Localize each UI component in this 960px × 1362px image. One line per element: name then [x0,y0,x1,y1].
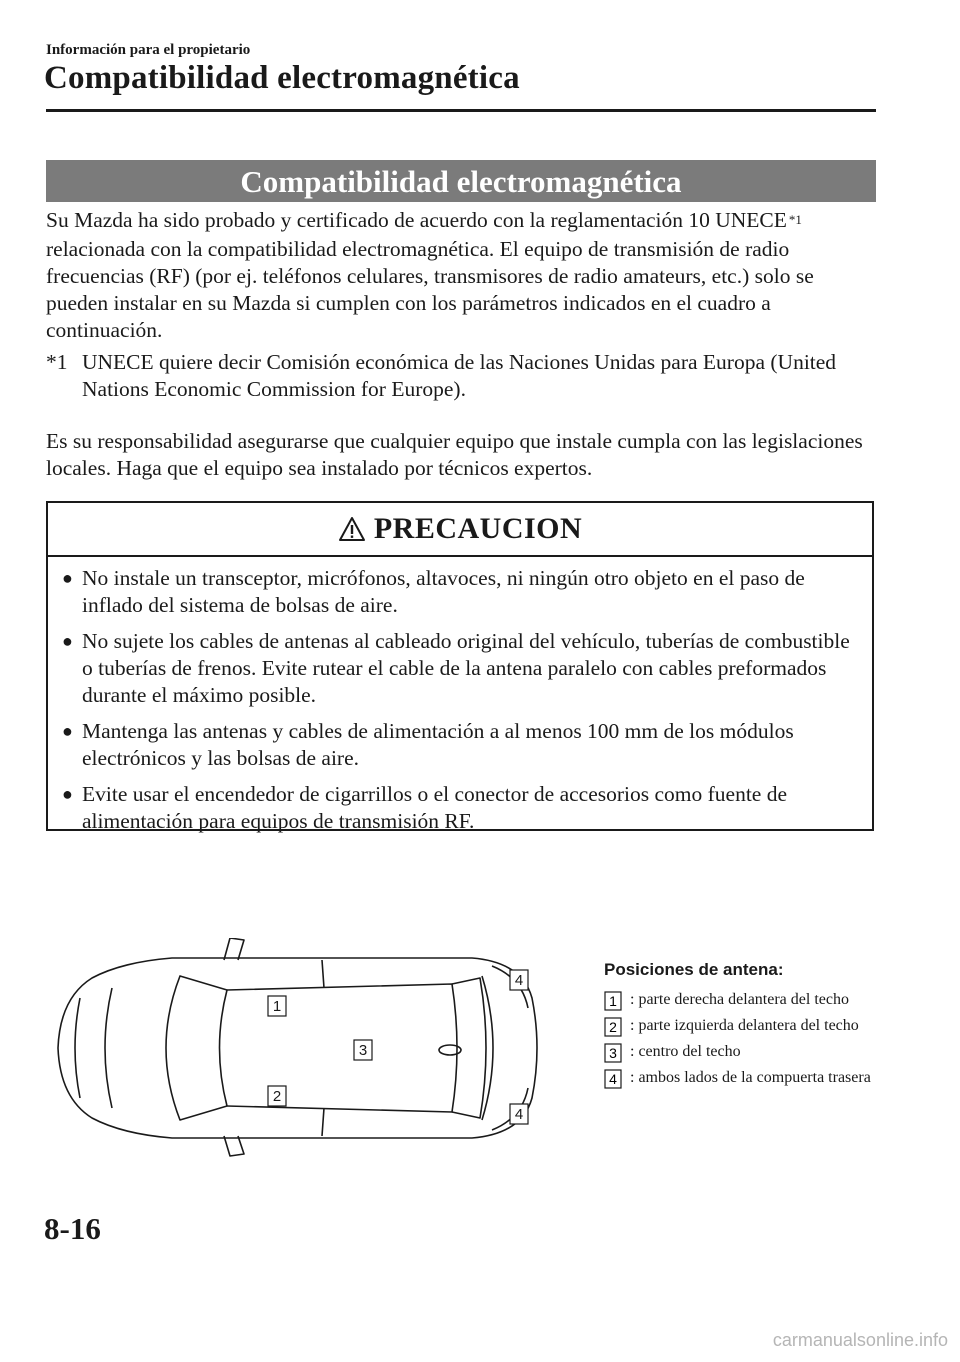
footnote-text: UNECE quiere decir Comisión económica de las Naciones Unidas para Europa (United Nations Economic Commission for Europe). [82,350,837,401]
caution-box [46,501,874,831]
legend-item [604,1067,904,1088]
svg-text:2: 2 [609,1019,617,1035]
legend-item-desc: : parte derecha delantera del techo [630,991,849,1008]
responsibility-paragraph: Es su responsabilidad asegurarse que cualquier equipo que instale cumpla con las legislaciones locales. Haga que el equipo sea instalado por técnicos expertos. [46,429,863,480]
legend-item [604,1041,904,1062]
mirror-left [224,1136,244,1156]
number-2-icon [604,1017,622,1037]
caution-item [60,628,860,709]
number-3-icon [604,1043,622,1063]
caution-item [60,781,860,835]
footnote-reference: *1 [788,212,802,227]
caution-item-text: Evite usar el encendedor de cigarrillos o el conector de accesorios como fuente de alimentación para equipos de transmisión RF. [82,782,788,833]
watermark: carmanualsonline.info [772,1330,948,1350]
warning-icon [338,516,366,542]
legend-item-desc: : parte izquierda delantera del techo [630,1017,859,1034]
bullet-icon: ● [62,568,73,588]
caution-item-text: Mantenga las antenas y cables de alimentación a al menos 100 mm de los módulos electrónicos y las bolsas de aire. [82,719,794,770]
bullet-icon: ● [62,721,73,741]
header-divider [46,109,876,112]
car-top-view-diagram [52,938,552,1158]
callout-4a: 4 [514,972,524,989]
svg-text:4: 4 [609,1071,617,1087]
svg-text:3: 3 [609,1045,617,1061]
caution-item-text: No sujete los cables de antenas al cableado original del vehículo, tuberías de combustible o tuberías de frenos. Evite rutear el cable de la antena paralelo con cables preformados durante el máximo posible. [82,629,850,707]
caution-item [60,565,860,619]
antenna-legend [604,960,904,1093]
legend-item [604,989,904,1010]
caution-item [60,718,860,772]
caution-title: PRECAUCION [373,512,583,545]
legend-title: Posiciones de antena: [604,960,784,979]
footnote-marker: *1 [46,350,68,374]
hood-outline [75,998,80,1098]
car-body-outline [58,958,537,1138]
bullet-icon: ● [62,784,73,804]
caution-header [48,503,872,557]
intro-text-continued: relacionada con la compatibilidad electromagnética. El equipo de transmisión de radio frecuencias (RF) (por ej. teléfonos celulares, transmisores de radio amateurs, etc.) solo se pueden instalar en su Mazda si cumplen con los parámetros indicados en el cuadro a continuación. [46,237,814,342]
callout-3: 3 [358,1042,368,1059]
intro-paragraph [46,207,878,344]
callout-4b: 4 [514,1106,524,1123]
page-title: Compatibilidad electromagnética [44,60,520,96]
roof-outline [227,984,457,1112]
callout-2: 2 [272,1088,282,1105]
caution-item-text: No instale un transceptor, micrófonos, altavoces, ni ningún otro objeto en el paso de inflado del sistema de bolsas de aire. [82,566,805,617]
legend-item-desc: : centro del techo [630,1043,741,1060]
number-1-icon [604,991,622,1011]
header-section-label: Información para el propietario [46,42,251,58]
svg-text:1: 1 [609,993,617,1009]
callout-1: 1 [272,998,282,1015]
section-banner: Compatibilidad electromagnética [46,160,876,202]
windshield-outline [166,976,227,1120]
legend-item-desc: : ambos lados de la compuerta trasera [630,1069,871,1086]
number-4-icon [604,1069,622,1089]
bullet-icon: ● [62,631,73,651]
mirror-right [224,938,244,960]
caution-list [48,557,872,835]
intro-text: Su Mazda ha sido probado y certificado de acuerdo con la reglamentación 10 UNECE [46,208,787,232]
legend-item [604,1015,904,1036]
page-number: 8-16 [44,1211,101,1246]
footnote [46,349,878,403]
